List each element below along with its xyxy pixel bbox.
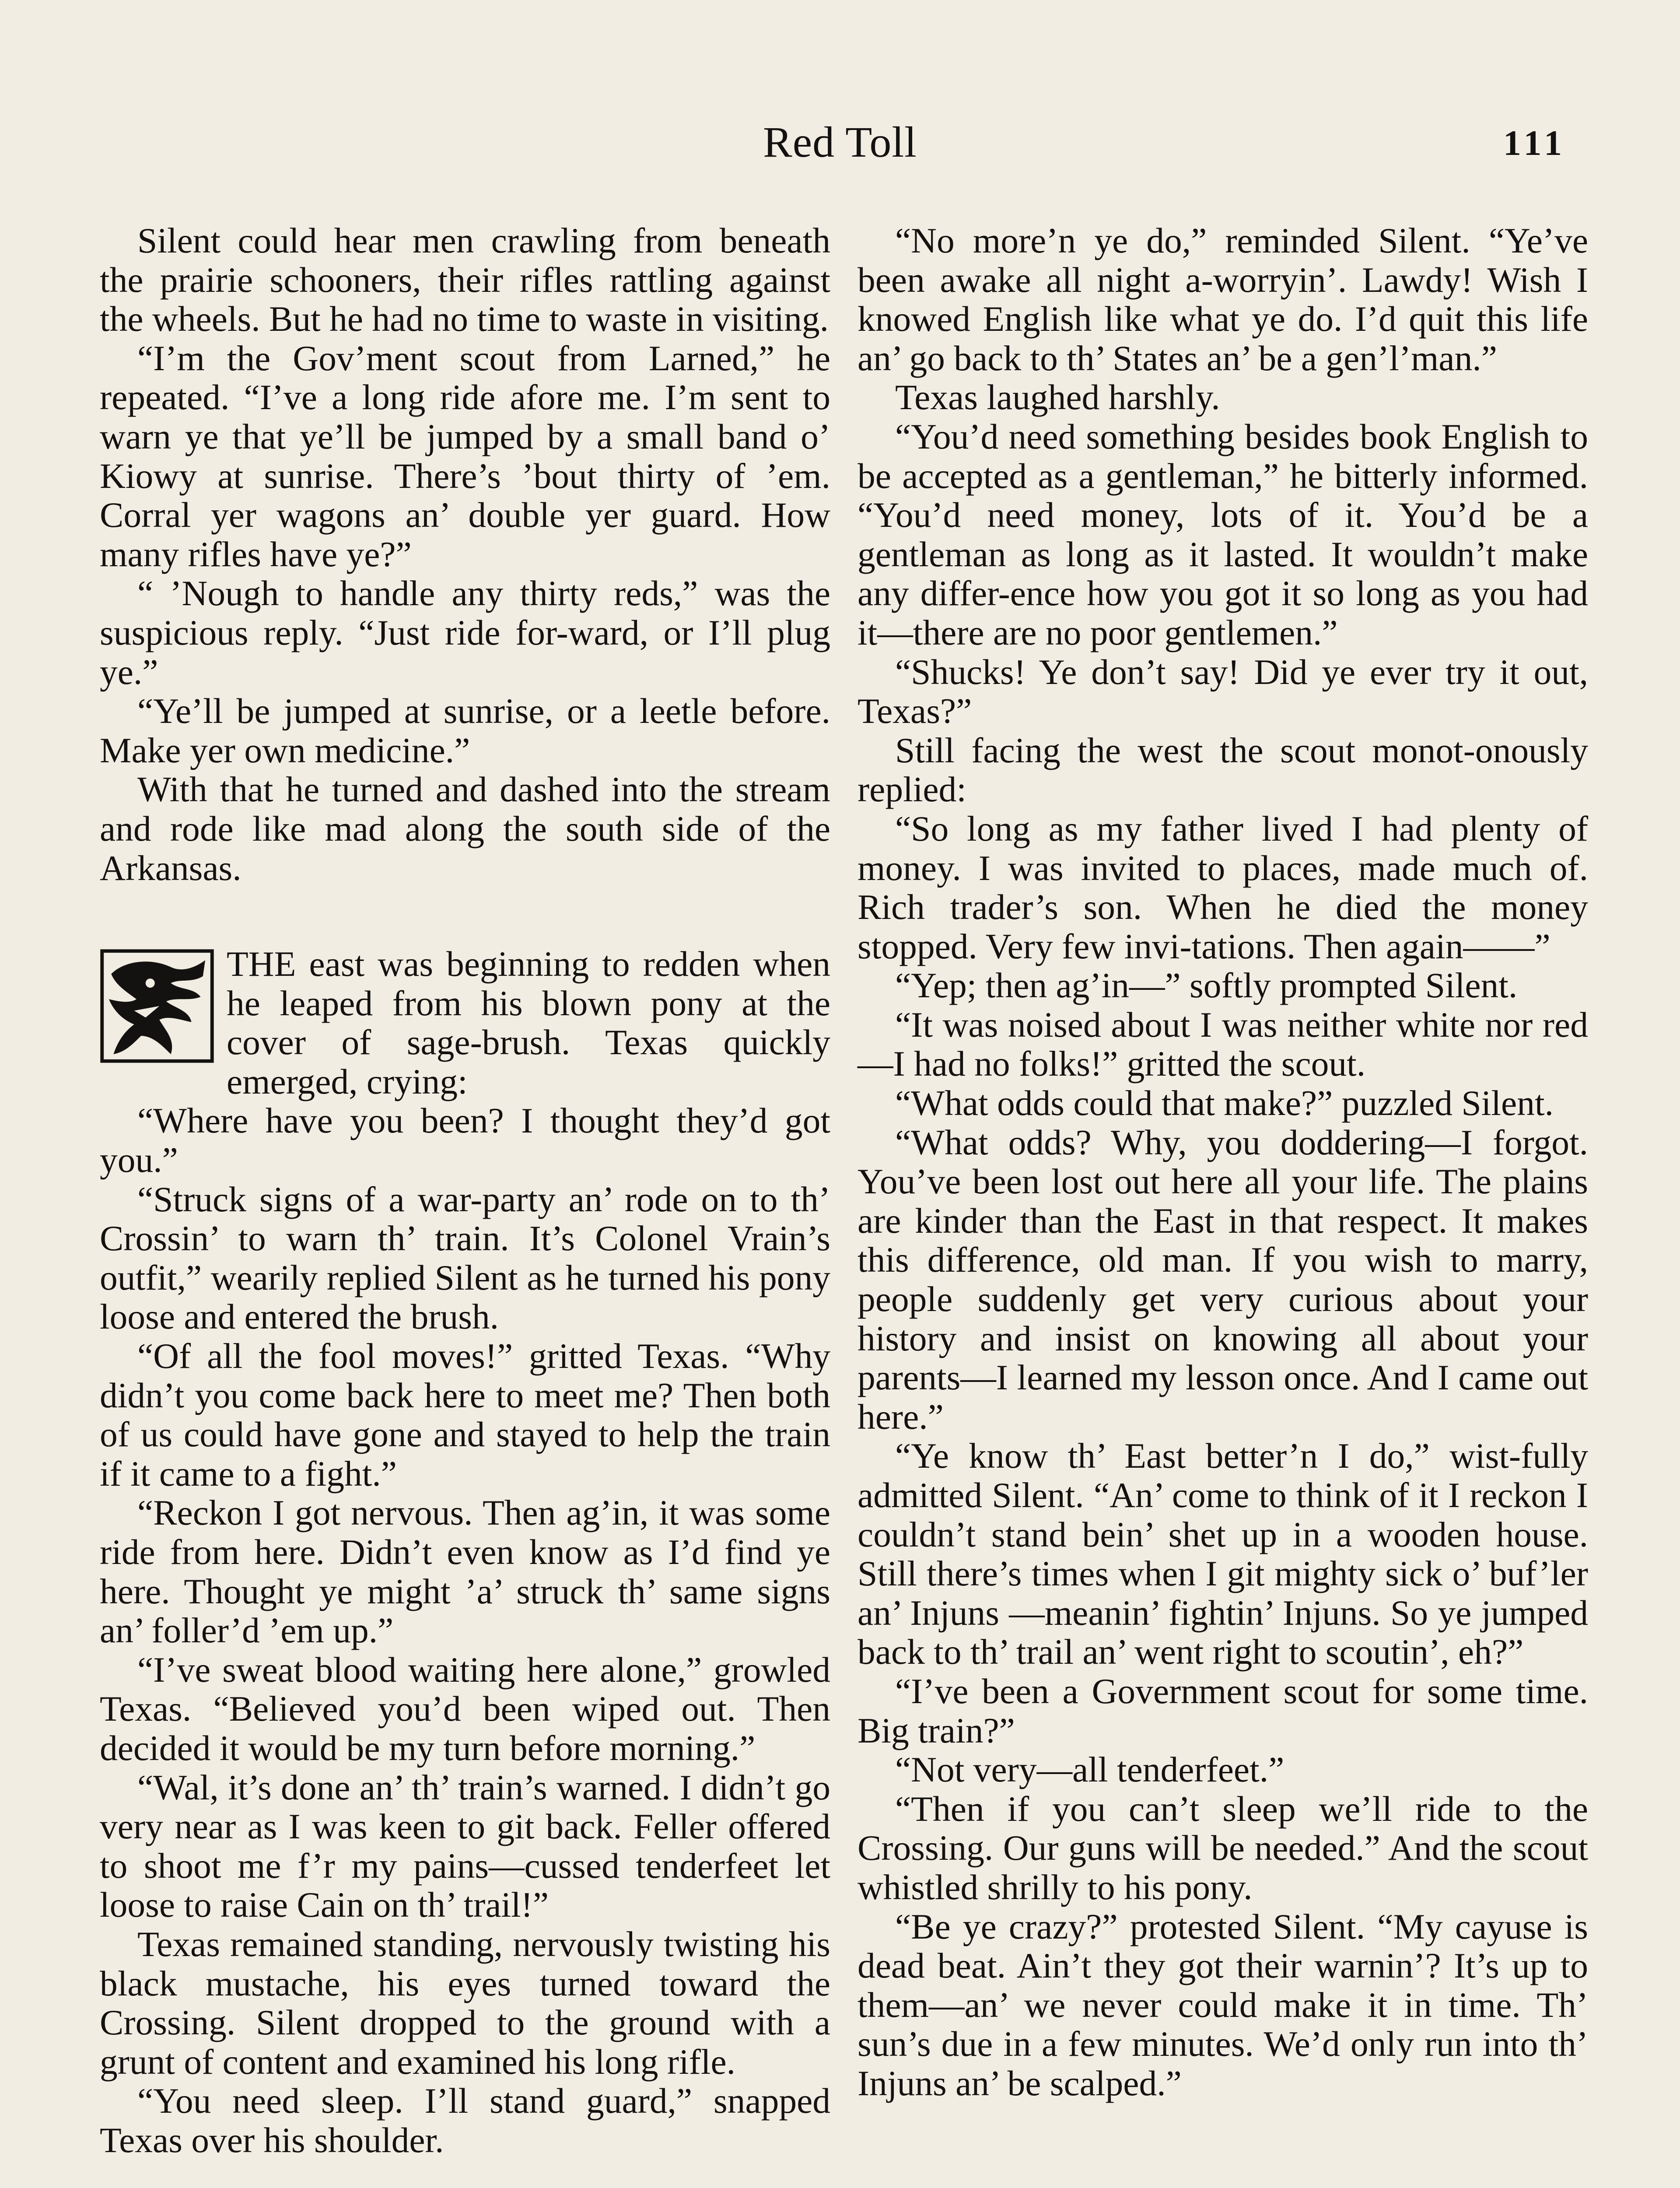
paragraph: “Shucks! Ye don’t say! Did ye ever try it out, Texas?” — [858, 652, 1588, 731]
paragraph: “Where have you been? I thought they’d got you.” — [100, 1101, 830, 1180]
page-number: 111 — [1503, 123, 1566, 163]
paragraph: “No more’n ye do,” reminded Silent. “Ye’ve been awake all night a-worryin’. Lawdy! Wish I knowed English like what ye do. I’d quit this life an’ go back to th’ States an’ be a gen’l’man.” — [858, 221, 1588, 378]
paragraph: “ ’Nough to handle any thirty reds,” was the suspicious reply. “Just ride for-ward, or I’ll plug ye.” — [100, 573, 830, 692]
decorative-dropcap-dragon-icon — [100, 949, 214, 1063]
paragraph: “Of all the fool moves!” gritted Texas. “Why didn’t you come back here to meet me? Then both of us could have gone and stayed to help the train if it came to a fight.” — [100, 1336, 830, 1494]
paragraph: “I’m the Gov’ment scout from Larned,” he repeated. “I’ve a long ride afore me. I’m sent to warn ye that ye’ll be jumped by a small band o’ Kiowy at sunrise. There’s ’bout thirty of ’em. Corral yer wagons an’ double yer guard. How many rifles have ye?” — [100, 338, 830, 574]
paragraph: “What odds? Why, you doddering—I forgot. You’ve been lost out here all your life. The plains are kinder than the East in that respect. It makes this difference, old man. If you wish to marry, people suddenly get very curious about your history and insist on knowing all about your parents—I learned my lesson once. And I came out here.” — [858, 1122, 1588, 1437]
paragraph: “Ye know th’ East better’n I do,” wist-fully admitted Silent. “An’ come to think of it I reckon I couldn’t stand bein’ shet up in a wooden house. Still there’s times when I git mighty sick o’ buf’ler an’ Injuns —meanin’ fightin’ Injuns. So ye jumped back to th’ trail an’ went right to scoutin’, eh?” — [858, 1436, 1588, 1672]
paragraph: “What odds could that make?” puzzled Silent. — [895, 1083, 1554, 1123]
paragraph: With that he turned and dashed into the stream and rode like mad along the south side of the Arkansas. — [100, 769, 830, 888]
paragraph: “It was noised about I was neither white nor red—I had no folks!” gritted the scout. — [858, 1004, 1588, 1084]
section-opening-paragraph: THE east was beginning to redden when he leaped from his blown pony at the cover of sage-brush. Texas quickly emerged, crying: — [227, 944, 830, 1101]
paragraph: “So long as my father lived I had plenty of money. I was invited to places, made much of. Rich trader’s son. When he died the money stopped. Very few invi-tations. Then again——” — [858, 808, 1588, 966]
paragraph: “Wal, it’s done an’ th’ train’s warned. I didn’t go very near as I was keen to git back. Feller offered to shoot me f’r my pains—cussed tenderfeet let loose to raise Cain on th’ trail!” — [100, 1767, 830, 1925]
paragraph: “Be ye crazy?” protested Silent. “My cayuse is dead beat. Ain’t they got their warnin’? It’s up to them—an’ we never could make it in time. Th’ sun’s due in a few minutes. We’d only run into th’ Injuns an’ be scalped.” — [858, 1906, 1588, 2103]
paragraph: “I’ve been a Government scout for some time. Big train?” — [858, 1671, 1588, 1750]
paragraph: Texas laughed harshly. — [895, 377, 1220, 417]
paragraph: “I’ve sweat blood waiting here alone,” growled Texas. “Believed you’d been wiped out. Then decided it would be my turn before morning.” — [100, 1649, 830, 1768]
paragraph: Silent could hear men crawling from beneath the prairie schooners, their rifles rattling against the wheels. But he had no time to waste in visiting. — [100, 221, 830, 339]
running-title: Red Toll — [763, 118, 917, 166]
section-break — [100, 887, 830, 944]
paragraph: “You need sleep. I’ll stand guard,” snapped Texas over his shoulder. — [100, 2081, 830, 2160]
paragraph: “Ye’ll be jumped at sunrise, or a leetle before. Make yer own medicine.” — [100, 691, 830, 770]
left-column — [100, 221, 830, 2160]
paragraph: “Struck signs of a war-party an’ rode on to th’ Crossin’ to warn th’ train. It’s Colonel Vrain’s outfit,” wearily replied Silent as he turned his pony loose and entered the brush. — [100, 1179, 830, 1337]
paragraph: “Yep; then ag’in—” softly prompted Silent. — [895, 965, 1518, 1006]
paragraph: “Reckon I got nervous. Then ag’in, it was some ride from here. Didn’t even know as I’d find ye here. Thought ye might ’a’ struck th’ same signs an’ foller’d ’em up.” — [100, 1493, 830, 1651]
paragraph: “Then if you can’t sleep we’ll ride to the Crossing. Our guns will be needed.” And the scout whistled shrilly to his pony. — [858, 1788, 1588, 1907]
paragraph: “Not very—all tenderfeet.” — [895, 1750, 1284, 1790]
paragraph: “You’d need something besides book English to be accepted as a gentleman,” he bitterly informed. “You’d need money, lots of it. You’d be a gentleman as long as it lasted. It wouldn’t make any differ-ence how you got it so long as you had it—there are no poor gentlemen.” — [858, 416, 1588, 652]
paragraph: Still facing the west the scout monot-onously replied: — [858, 730, 1588, 810]
paragraph: Texas remained standing, nervously twisting his black mustache, his eyes turned toward the Crossing. Silent dropped to the ground with a grunt of content and examined his long rifle. — [100, 1924, 830, 2082]
right-column — [858, 221, 1588, 2103]
